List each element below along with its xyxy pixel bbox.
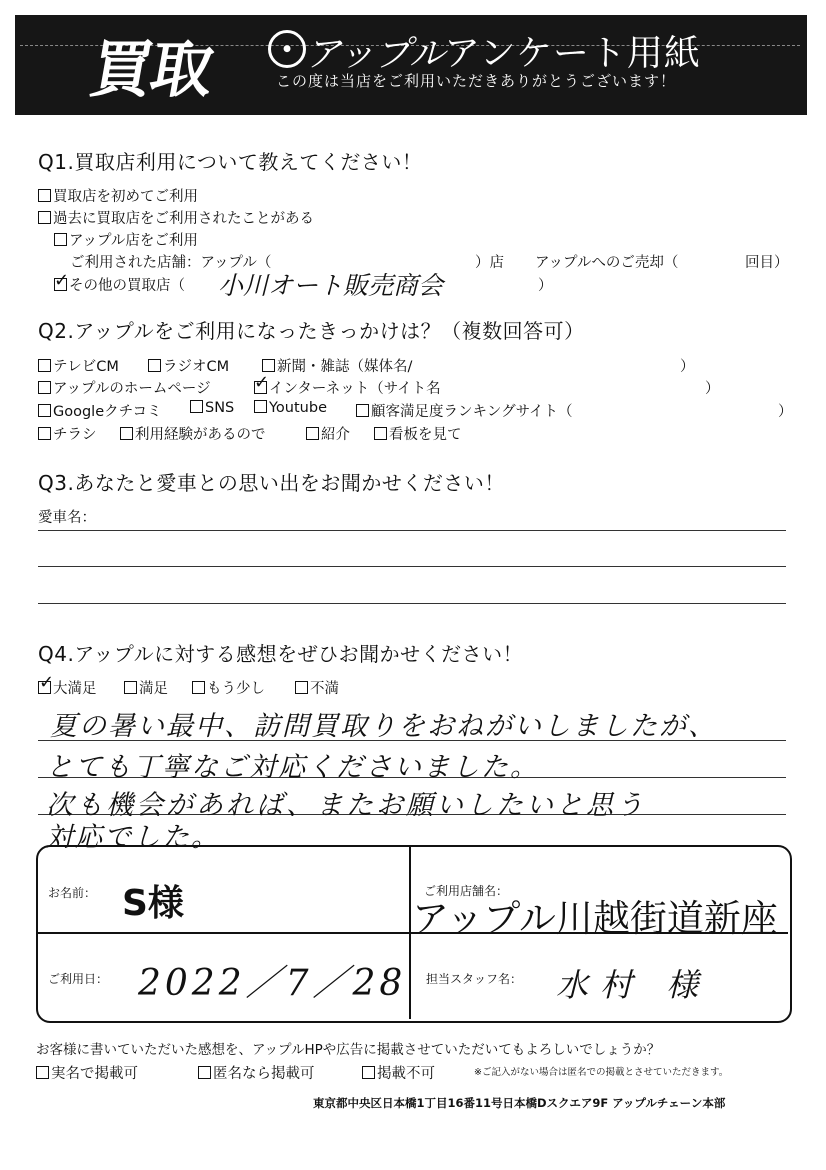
checkbox[interactable]: [198, 1066, 211, 1079]
q3-question: Q3.あなたと愛車との思い出をお聞かせください！: [38, 471, 505, 495]
q4-question: Q4.アップルに対する感想をぜひお聞かせください！: [38, 642, 524, 666]
store-name-label: ご利用店舗名：: [424, 884, 509, 898]
check-mark-icon: ✓: [254, 372, 270, 393]
q3-rule-3: [38, 603, 786, 604]
staff-value[interactable]: 水村 様: [556, 966, 711, 1004]
q4-handwriting-line-1: 夏の暑い最中、訪問買取りをおねがいしましたが、: [50, 711, 717, 742]
checkbox[interactable]: [254, 400, 267, 413]
q1-option-used-before[interactable]: [38, 207, 314, 228]
q1-option-first-time[interactable]: [38, 185, 198, 206]
consent-option-label: 実名で掲載可: [51, 1066, 138, 1082]
consent-option-label: 匿名なら掲載可: [213, 1066, 315, 1082]
checkbox[interactable]: [190, 400, 203, 413]
q1-store-label: ご利用された店舗：アップル（: [70, 255, 272, 271]
q2-option-label: ラジオCM: [163, 359, 230, 375]
q1-visits-suffix: 回目）: [745, 255, 789, 271]
q1-option-apple[interactable]: [54, 229, 198, 250]
checkbox[interactable]: [295, 681, 308, 694]
q4-option-label: 大満足: [53, 681, 97, 697]
footer-address: 東京都中央区日本橋1丁目16番11号日本橋Dスクエア9F アップルチェーン本部: [313, 1096, 726, 1110]
q2-option-experience[interactable]: [120, 423, 266, 444]
q2-option-label: Googleクチコミ: [53, 404, 162, 420]
header-kaitori: 買取: [84, 33, 218, 106]
q2-option-flyer[interactable]: [38, 423, 97, 444]
checkbox[interactable]: [124, 681, 137, 694]
q2-option-sign[interactable]: [374, 423, 462, 444]
name-label: お名前：: [48, 886, 97, 900]
q4-option-unsatisfied[interactable]: [295, 677, 339, 698]
checkbox[interactable]: [36, 1066, 49, 1079]
q2-option-label: 新聞・雑誌（媒体名/: [277, 359, 413, 375]
consent-real-name[interactable]: [36, 1062, 138, 1083]
q4-handwriting-line-3: 次も機会があれば、またお願いしたいと思う: [46, 790, 646, 821]
q3-rule-2: [38, 566, 786, 567]
checkbox[interactable]: [374, 427, 387, 440]
q2-option-net[interactable]: [254, 377, 441, 398]
date-label: ご利用日：: [48, 972, 109, 986]
q1-option-label: その他の買取店（: [69, 278, 185, 294]
q2-option-google[interactable]: [38, 400, 162, 421]
checkbox[interactable]: [306, 427, 319, 440]
q1-store-suffix: ）店: [475, 255, 504, 271]
check-mark-icon: ✓: [54, 270, 70, 291]
q2-option-sns[interactable]: [190, 400, 234, 416]
checkbox[interactable]: [120, 427, 133, 440]
q1-visits-label: アップルへのご売却（: [535, 255, 679, 271]
q2-ranking-close: ）: [778, 404, 793, 420]
q2-option-hp[interactable]: [38, 377, 211, 398]
checkbox[interactable]: [54, 233, 67, 246]
q2-question: Q2.アップルをご利用になったきっかけは？（複数回答可）: [38, 319, 585, 343]
q2-option-radio[interactable]: [148, 355, 229, 376]
q2-option-youtube[interactable]: [254, 400, 327, 416]
consent-option-label: 掲載不可: [377, 1066, 435, 1082]
q3-rule-1: [38, 530, 786, 531]
date-value[interactable]: 2022／7／28: [138, 963, 407, 1004]
q2-option-label: アップルのホームページ: [53, 381, 211, 397]
checkbox[interactable]: [362, 1066, 375, 1079]
q3-car-label: 愛車名：: [38, 510, 96, 526]
q2-option-news[interactable]: [262, 355, 412, 376]
q2-option-label: SNS: [205, 400, 235, 416]
q2-option-label: チラシ: [53, 427, 97, 443]
consent-anonymous[interactable]: [198, 1062, 315, 1083]
q4-option-so-so[interactable]: [192, 677, 265, 698]
q1-other-store-answer: 小川オート販売商会: [218, 271, 444, 300]
q4-handwriting-line-4: 対応でした。: [46, 822, 220, 853]
q1-option-other[interactable]: [54, 274, 185, 295]
q2-option-label: Youtube: [269, 400, 327, 416]
consent-no[interactable]: [362, 1062, 435, 1083]
consent-note: ※ご記入がない場合は匿名での掲載とさせていただきます。: [474, 1067, 729, 1078]
q2-row-1: [38, 355, 119, 376]
staff-label: 担当スタッフ名：: [426, 972, 523, 986]
apple-logo-icon: ●: [268, 30, 306, 68]
check-mark-icon: ✓: [39, 672, 55, 693]
q2-option-label: インターネット（サイト名: [269, 381, 441, 397]
checkbox[interactable]: [148, 359, 161, 372]
q2-option-ranking[interactable]: [356, 400, 573, 421]
header-subtitle: この度は当店をご利用いただきありがとうございます！: [276, 72, 677, 90]
consent-question: お客様に書いていただいた感想を、アップルHPや広告に掲載させていただいてもよろしいでしょうか？: [36, 1042, 661, 1058]
header-brand: アップル: [305, 34, 446, 75]
q4-option-label: 不満: [310, 681, 339, 697]
q1-other-suffix: ）: [538, 278, 553, 294]
checkbox[interactable]: [38, 211, 51, 224]
q2-option-label: 看板を見て: [389, 427, 462, 443]
q4-option-satisfied[interactable]: [124, 677, 168, 698]
q2-net-close: ）: [705, 381, 720, 397]
checkbox[interactable]: [38, 427, 51, 440]
checkbox[interactable]: [192, 681, 205, 694]
q1-question: Q1.買取店利用について教えてください！: [38, 150, 423, 174]
q2-news-close: ）: [680, 359, 695, 375]
q1-option-label: 買取店を初めてご利用: [53, 189, 198, 205]
q2-option-label: 利用経験があるので: [135, 427, 266, 443]
q2-option-label: テレビCM: [53, 359, 119, 375]
name-value[interactable]: S様: [122, 883, 184, 924]
checkbox[interactable]: [262, 359, 275, 372]
q2-option-label: 顧客満足度ランキングサイト（: [371, 404, 573, 420]
checkbox[interactable]: [38, 189, 51, 202]
checkbox[interactable]: [356, 404, 369, 417]
q1-option-label: アップル店をご利用: [69, 233, 198, 249]
checkbox[interactable]: [38, 359, 51, 372]
q4-option-label: 満足: [139, 681, 168, 697]
store-name-value[interactable]: アップル川越街道新座: [412, 897, 778, 940]
q2-option-label: 紹介: [321, 427, 350, 443]
q4-option-label: もう少し: [207, 681, 265, 697]
q4-handwriting-line-2: とても丁寧なご対応くださいました。: [46, 752, 539, 783]
q1-option-label: 過去に買取店をご利用されたことがある: [53, 211, 314, 227]
q2-option-intro[interactable]: [306, 423, 350, 444]
header-title: アンケート用紙: [444, 33, 701, 74]
checkbox[interactable]: [38, 381, 51, 394]
checkbox[interactable]: [38, 404, 51, 417]
